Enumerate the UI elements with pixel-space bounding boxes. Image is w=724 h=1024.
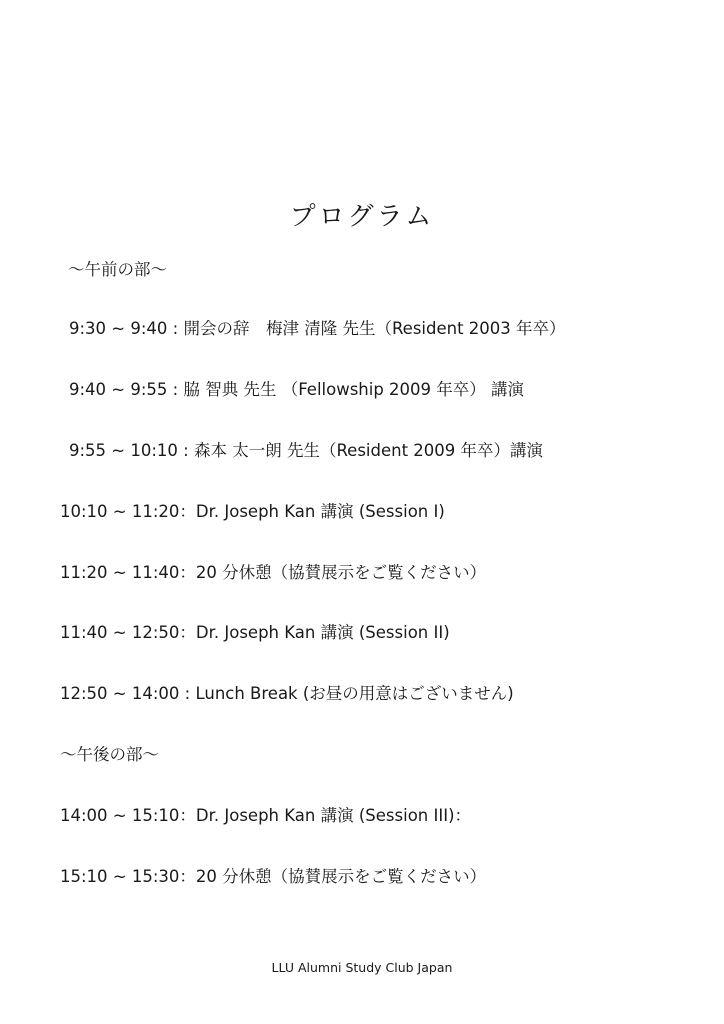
schedule-item: 11:40 ~ 12:50：Dr. Joseph Kan 講演 (Session II) (60, 623, 450, 642)
schedule-item: 11:20 ~ 11:40：20 分休憩（協賛展示をご覧ください） (60, 563, 487, 582)
schedule-item: 15:10 ~ 15:30：20 分休憩（協賛展示をご覧ください） (60, 867, 487, 886)
schedule-item: 14:00 ~ 15:10：Dr. Joseph Kan 講演 (Session III)： (60, 806, 472, 825)
schedule-item: 9:30 ~ 9:40 : 開会の辞 梅津 清隆 先生（Resident 2003 年卒） (69, 319, 566, 338)
schedule-item: 9:55 ~ 10:10 : 森本 太一朗 先生（Resident 2009 年卒）講演 (69, 441, 544, 460)
schedule-item: 9:40 ~ 9:55 : 脇 智典 先生 （Fellowship 2009 年卒） 講演 (69, 380, 525, 399)
page-title: プログラム (289, 202, 435, 232)
section-heading-morning: 〜午前の部〜 (68, 260, 167, 279)
schedule-item: 12:50 ~ 14:00 : Lunch Break (お昼の用意はございません) (60, 684, 514, 703)
section-heading-afternoon: 〜午後の部〜 (60, 745, 159, 764)
schedule-item: 10:10 ~ 11:20：Dr. Joseph Kan 講演 (Session I) (60, 502, 445, 521)
footer-organization: LLU Alumni Study Club Japan (271, 960, 453, 975)
